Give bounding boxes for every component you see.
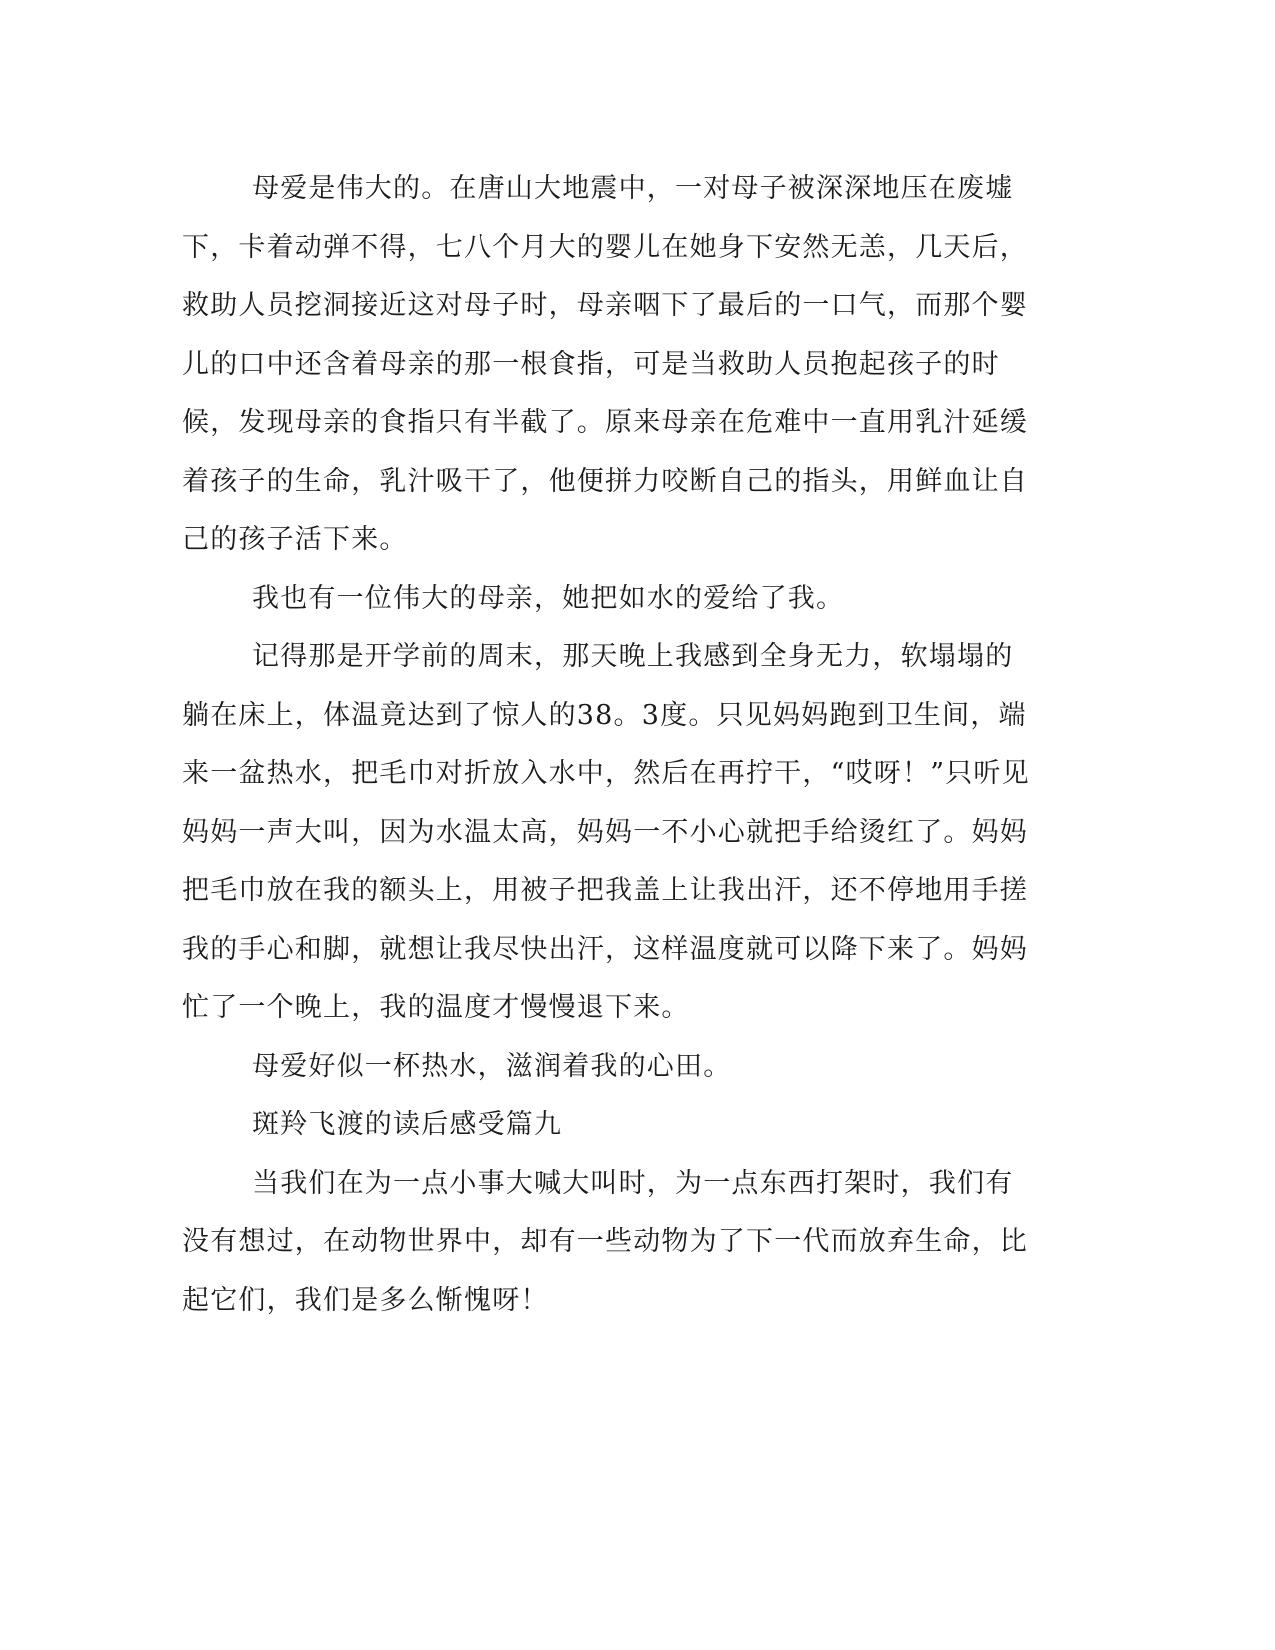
- paragraph-fever-night: 记得那是开学前的周末，那天晚上我感到全身无力，软塌塌的躺在床上，体温竟达到了惊人的38。3度。只见妈妈跑到卫生间，端来一盆热水，把毛巾对折放入水中，然后在再拧干，“哎呀！”只听见妈妈一声大叫，因为水温太高，妈妈一不小心就把手给烫红了。妈妈把毛巾放在我的额头上，用被子把我盖上让我出汗，还不停地用手搓我的手心和脚，就想让我尽快出汗，这样温度就可以降下来了。妈妈忙了一个晚上，我的温度才慢慢退下来。: [182, 641, 1030, 1023]
- section-heading: 斑羚飞渡的读后感受篇九: [252, 1109, 563, 1140]
- paragraph-mother-love-earthquake: 母爱是伟大的。在唐山大地震中，一对母子被深深地压在废墟下，卡着动弹不得，七八个月大的婴儿在她身下安然无恙，几天后，救助人员挖洞接近这对母子时，母亲咽下了最后的一口气，而那个婴儿的口中还含着母亲的那一根食指，可是当救助人员抱起孩子的时候，发现母亲的食指只有半截了。原来母亲在危难中一直用乳汁延缓着孩子的生命，乳汁吸干了，他便拼力咬断自己的指头，用鲜血让自己的孩子活下来。: [182, 173, 1028, 555]
- paragraph-animal-world: 当我们在为一点小事大喊大叫时，为一点东西打架时，我们有没有想过，在动物世界中，却有一些动物为了下一代而放弃生命，比起它们，我们是多么惭愧呀！: [182, 1167, 1028, 1316]
- document-body: [182, 160, 1032, 1330]
- paragraph-my-mother: 我也有一位伟大的母亲，她把如水的爱给了我。: [252, 582, 845, 614]
- paragraph-warm-water: 母爱好似一杯热水，滋润着我的心田。: [252, 1050, 732, 1082]
